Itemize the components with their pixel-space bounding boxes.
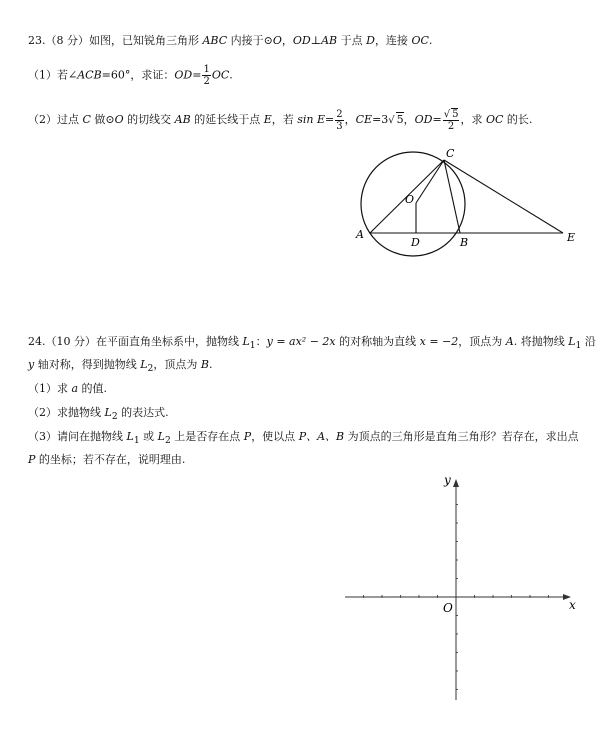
such-that-text: ，使以点	[251, 430, 299, 443]
l1-label: L	[126, 430, 134, 443]
part2-lead: （2）求抛物线	[28, 406, 105, 419]
label-e: E	[567, 231, 576, 244]
l2-label: L	[140, 358, 148, 371]
part1-lead: （1）若∠	[28, 68, 78, 82]
fraction-numerator: 2	[336, 108, 343, 120]
ask-text: ，求	[460, 113, 486, 126]
part1-lead: （1）求	[28, 382, 72, 395]
l2-subscript: 2	[111, 411, 118, 423]
points-pab-label: P、A、B	[298, 430, 345, 443]
label-b: B	[460, 236, 469, 249]
part3-tail-2: 的坐标；若不存在，说明理由.	[35, 453, 186, 466]
part2-lead: （2）过点	[28, 113, 83, 126]
part2-text-3: 的延长线于点	[190, 113, 264, 126]
circle-o-label: O	[114, 113, 124, 126]
l2-label: L	[157, 430, 165, 443]
period: .	[229, 68, 233, 82]
ce-value-radicand: 5	[396, 113, 404, 126]
point-d-label: D	[366, 34, 375, 47]
ce-value-coef: =3	[372, 113, 389, 126]
at-point-text: 于点	[337, 34, 367, 47]
sin-e-label: sin E	[297, 113, 326, 126]
part2-tail: 的表达式.	[117, 406, 169, 419]
comma: ，	[344, 113, 356, 126]
connect-text: ，连接	[374, 34, 412, 47]
point-p-label: P	[28, 453, 36, 466]
part1-tail: 的值.	[78, 382, 108, 395]
equals: =	[325, 113, 335, 126]
part3-tail: 为顶点的三角形是直角三角形？若存在，求出点	[344, 430, 579, 443]
equals: =	[192, 68, 202, 82]
ce-label: CE	[355, 113, 373, 126]
period: .	[208, 358, 213, 371]
angle-value-text: =60°，求证：	[101, 68, 175, 82]
part2-text-1: 做⊙	[90, 113, 115, 126]
l2-subscript: 2	[147, 363, 154, 375]
origin-label: O	[443, 601, 453, 615]
l1-subscript: 1	[249, 340, 256, 352]
segment-ab-label: AB	[174, 113, 191, 126]
label-a: A	[356, 228, 364, 241]
equals: =	[432, 113, 442, 126]
oc-label: OC	[211, 68, 230, 82]
label-d: D	[411, 236, 420, 249]
part2-text-2: 的切线交	[123, 113, 175, 126]
comma: ，	[403, 113, 415, 126]
sqrt-icon: √	[388, 115, 395, 126]
symmetric-text: 轴对称，得到抛物线	[34, 358, 141, 371]
part3-lead: （3）请问在抛物线	[28, 430, 127, 443]
angle-acb-label: ACB	[77, 68, 102, 82]
sqrt-icon: √	[443, 109, 451, 120]
l1-subscript: 1	[133, 435, 140, 447]
oc-label: OC	[485, 113, 504, 126]
part2-text-4: ，若	[271, 113, 298, 126]
triangle-abc-label: ABC	[202, 34, 228, 47]
axis-equation: x = −2	[419, 335, 459, 348]
along-text: 沿	[581, 335, 596, 348]
parabola-equation: y = ax² − 2x	[266, 335, 336, 348]
point-a-label: A	[505, 335, 514, 348]
exists-text: 上是否存在点	[170, 430, 244, 443]
or-text: 或	[139, 430, 158, 443]
variable-a: a	[71, 382, 79, 395]
fraction-numerator: 1	[203, 64, 210, 75]
vertex-text: ，顶点为	[153, 358, 201, 371]
inscribed-text: 内接于⊙	[227, 34, 273, 47]
comma: ，	[281, 34, 293, 47]
label-c: C	[446, 147, 455, 160]
l2-label: L	[104, 406, 112, 419]
y-axis-label: y	[28, 358, 35, 371]
point-e-label: E	[263, 113, 272, 126]
od-label: OD	[174, 68, 193, 82]
l1-label: L	[242, 335, 250, 348]
y-axis-label: y	[444, 473, 451, 487]
l1-label: L	[568, 335, 576, 348]
colon: ：	[255, 335, 267, 348]
circle-o-label: O	[272, 34, 282, 47]
q23-heading-text: 23.（8 分）如图，已知锐角三角形	[28, 34, 203, 47]
label-o: O	[405, 193, 415, 206]
fraction-denominator: 2	[203, 76, 210, 87]
axis-text: 的对称轴为直线	[335, 335, 420, 348]
l1-subscript: 1	[575, 340, 582, 352]
reflect-text: . 将抛物线	[513, 335, 569, 348]
od-label: OD	[414, 113, 433, 126]
vertex-text: ，顶点为	[458, 335, 506, 348]
point-c-label: C	[82, 113, 91, 126]
point-p-label: P	[243, 430, 252, 443]
q24-heading-text: 24.（10 分）在平面直角坐标系中，抛物线	[28, 335, 243, 348]
fraction-denominator: 3	[336, 120, 343, 132]
segment-oc-label: OC	[411, 34, 429, 47]
radicand: 5	[452, 109, 459, 120]
tail-text: 的长.	[503, 113, 533, 126]
od-perp-ab: OD⊥AB	[292, 34, 338, 47]
y-axis-arrow-icon	[453, 479, 459, 487]
x-axis-label: x	[569, 598, 576, 612]
period: .	[428, 34, 433, 47]
fraction-denominator: 2	[447, 121, 455, 132]
l2-subscript: 2	[164, 435, 171, 447]
point-b-label: B	[200, 358, 209, 371]
